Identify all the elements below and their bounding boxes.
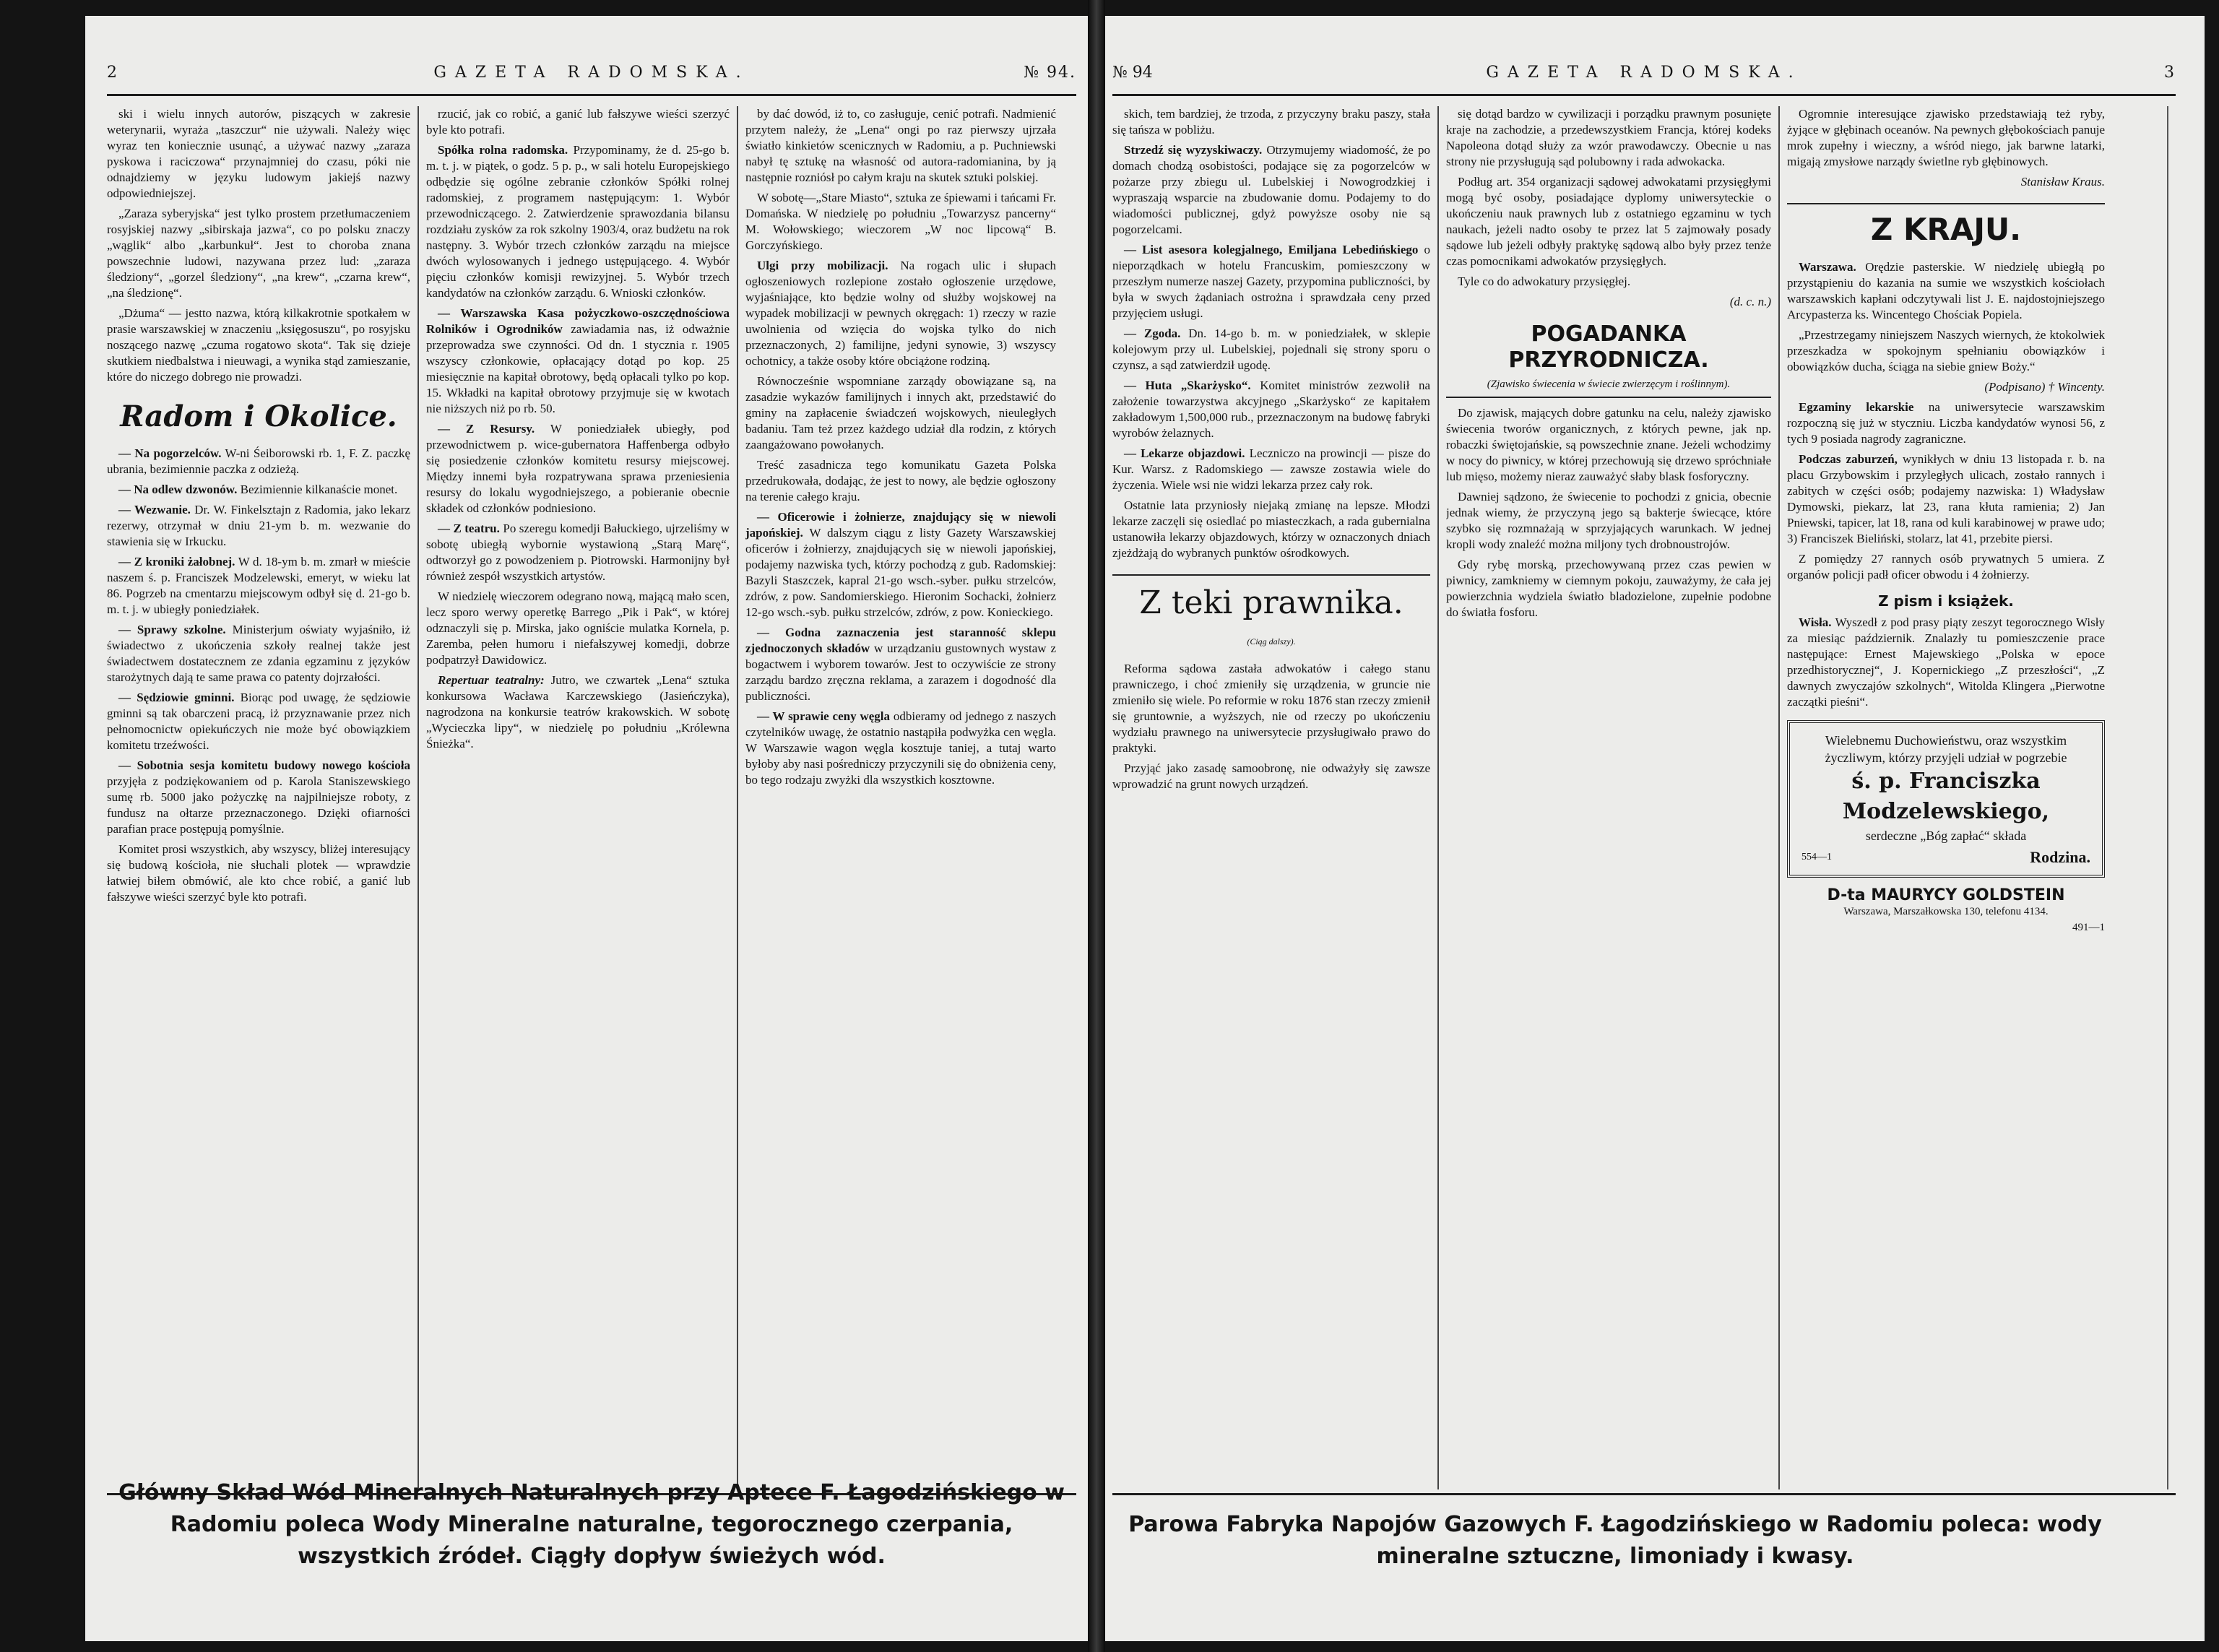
section-heading: POGADANKA PRZYRODNICZA. — [1508, 321, 1709, 373]
article-text: Równocześnie wspomniane zarządy obowiązane są, na zasadzie wykazów familijnych i innych akt, przedstawić do gminy na zapłacenie świadczeń wojskowych, nieuległych badaniu. Tam też przez każdego udział dla rodzin, z których zaangażowano powołanych. — [745, 374, 1056, 451]
signature: (d. c. n.) — [1729, 295, 1771, 308]
news-item: — Sobotnia sesja komitetu budowy nowego kościoła przyjęła z podziękowaniem od p. Karola Staniszewskiego sumę rb. 5000 jako pożyczkę na najpilniejsze roboty, z fundusz na ołtarze przeznaczonego. Dzięki ofiarności parafian prace postępują pomyślnie. — [107, 758, 410, 836]
article-text: Treść zasadnicza tego komunikatu Gazeta Polska przedrukowała, dodając, że jest to nowy, ale będzie ogłoszony na terenie całego kraju. — [745, 458, 1056, 503]
bottom-rule — [1112, 1493, 2176, 1495]
article-text: rzucić, jak co robić, a ganić lub fałszywe wieści szerzyć byle kto potrafi. — [426, 107, 730, 137]
right-page — [1083, 16, 2205, 1641]
right-page-header — [1112, 59, 2176, 90]
page-number: 3 — [2164, 64, 2176, 82]
article-text: Do zjawisk, mających dobre gatunku na celu, należy zjawisko świecenia tworów organicznych, z których pewne, jak np. robaczki świętojańskie, są powszechnie znane. Jeżeli wchodzimy w nocy do piwnicy, w której przechowują się drzewo spróchniałe lub mięso, możemy nieraz zauważyć słaby blask fosforyczny. — [1446, 406, 1771, 483]
article-text: Przyjąć jako zasadę samoobronę, nie odważyły się zawsze wprowadzić na grunt nowych urządzeń. — [1112, 761, 1430, 791]
header-rule — [107, 94, 1076, 96]
news-item: — Z Resursy. W poniedziałek ubiegły, pod przewodnictwem p. wice-gubernatora Haffenberga odbyło się posiedzenie członków komitetu resursy miejscowej. Między innemi była rozpatrywana sprawa przeniesienia resursy do lokalu wygodniejszego, a pobieranie obecnie składek od członków podniesiono. — [426, 422, 730, 515]
article-text: „Przestrzegamy niniejszem Naszych wiernych, że ktokolwiek przeszkadza w spokojnym spełnianiu obowiązków i obowiązków ducha, ściąga na siebie gniew Boży.“ — [1787, 328, 2105, 373]
left-column-1 — [107, 106, 410, 1489]
section-subtitle: (Zjawisko świecenia w świecie zwierzęcym i roślinnym). — [1446, 376, 1771, 398]
news-item: — Lekarze objazdowi. Leczniczo na prowincji — pisze do Kur. Warsz. z Radomskiego — zawsze zostawia wiele do życzenia. Wiele wsi nie widzi lekarza przez cały rok. — [1112, 446, 1430, 492]
news-item: Egzaminy lekarskie na uniwersytecie warszawskim rozpoczną się już w styczniu. Liczba kandydatów wynosi 56, z tych 9 posiada nagrody zagraniczne. — [1787, 400, 2105, 446]
right-column-3 — [1787, 106, 2105, 1489]
section-heading: Z KRAJU. — [1787, 203, 2105, 249]
article-text: Tyle co do adwokatury przysięgłej. — [1458, 274, 1631, 288]
issue-number: № 94. — [1024, 64, 1076, 82]
advertisement-address: Warszawa, Marszałkowska 130, telefonu 4134. — [1843, 906, 2049, 917]
advertisement-firm: D-ta MAURYCY GOLDSTEIN — [1827, 886, 2065, 904]
column-divider — [737, 106, 738, 1489]
article-text: W sobotę—„Stare Miasto“, sztuka ze śpiewami i tańcami Fr. Domańska. W niedzielę po południu „Towarzysz pancerny“ M. Wołowskiego; wieczorem „W noc lipcową“ B. Gorczyńskiego. — [745, 191, 1056, 252]
news-item: — Sprawy szkolne. Ministerjum oświaty wyjaśniło, iż świadectwo z ukończenia szkoły realnej także jest świadectwem dostatecznem ze zdania egzaminu z języków starożytnych dają te same prawa co patenty dojrzałości. — [107, 623, 410, 684]
article-text: Ogromnie interesujące zjawisko przedstawiają też ryby, żyjące w głębinach oceanów. Na pewnych głębokościach panuje mrok zupełny i wieczny, a wśród niego, jak barwne latarki, migają zmysłowe narządy świetlne ryb głębinowych. — [1787, 107, 2105, 168]
column-divider — [418, 106, 419, 1489]
continuation-note: (Ciąg dalszy). — [1247, 636, 1296, 646]
column-divider — [1437, 106, 1439, 1489]
issue-number: № 94 — [1112, 64, 1153, 82]
news-item: — Oficerowie i żołnierze, znajdujący się w niewoli japońskiej. W dalszym ciągu z listy Gazety Warszawskiej oficerów i żołnierzy, znajdujących się w niewoli japońskiej, podajemy nazwiska tych, którzy pochodzą z gub. Radomskiej: Bazyli Staszczek, kapral 21-go wsch.-syber. pułku strzelców, zdrów, z pow. Sandomierskiego. Hieronim Sochacki, żołnierz 12-go wsch.-syb. pułku strzelców, zdrów, z pow. Konieckiego. — [745, 510, 1056, 619]
news-item: — Z teatru. Po szeregu komedji Bałuckiego, ujrzeliśmy w sobotę ubiegłą wybornie wystawioną „Starą Marę“, odtworzył go z powodzeniem p. Piotrowski. Harmonijny był również zespół wszystkich artystów. — [426, 522, 730, 583]
article-text: skich, tem bardziej, że trzoda, z przyczyny braku paszy, stała się tańsza w pobliżu. — [1112, 107, 1430, 137]
news-item: — Na odlew dzwonów. Bezimiennie kilkanaście monet. — [118, 483, 398, 496]
news-item: — Warszawska Kasa pożyczkowo-oszczędnościowa Rolników i Ogrodników zawiadamia nas, iż odważnie przeprowadza swe czynności. Od dn. 1 stycznia r. 1905 wszyscy członkowie, opłacający dotąd po kop. 25 miesięcznie na kapitał obrotowy, będą opłacali tylko po kop. 15. Wkładki na kapitał obrotowy przyjmuje się w kwotach nie niższych niż po rb. 50. — [426, 306, 730, 415]
article-text: Dawniej sądzono, że świecenie to pochodzi z gnicia, obecnie jednak wiemy, że przyczyną jego są bakterje świecące, które szybko się rozmnażają w sprzyjających warunkach. W jednej kropli wody znaleźć można miljony tych drobnoustrojów. — [1446, 490, 1771, 551]
header-rule — [1112, 94, 2176, 96]
left-page-header — [107, 59, 1076, 90]
signature: Stanisław Kraus. — [2020, 175, 2105, 189]
news-item: — List asesora kolegjalnego, Emiljana Lebedińskiego o nieporządkach w hotelu Francuskim, pomieszczony w przeszłym numerze naszej Gazety, przypomina publiczności, by była w swych żądaniach ostrożna i sprawdzała ceny przed przyjęciem usługi. — [1112, 243, 1430, 320]
right-column-1 — [1112, 106, 1430, 1489]
news-item: Ulgi przy mobilizacji. Na rogach ulic i słupach ogłoszeniowych rozlepione zostało ogłoszenie urzędowe, wyjaśniające, kto będzie wolny od służby wojskowej na wypadek mobilizacji w pewnych okręgach: 1) rzeczy w razie uwolnienia od wzięcia do wojska tylko do nich przeznaczonych, 2) familijne, jedyni synowie, 3) wszyscy ochotnicy, a także osoby które obciążone rodziną. — [745, 259, 1056, 368]
article-text: by dać dowód, iż to, co zasługuje, cenić potrafi. Nadmienić przytem należy, że „Lena“ ongi po raz pierwszy ujrzała światło kinkietów scenicznych w Radomiu, a p. Puchniewski nabył tę sztukę na własność od autora-radomianina, by ją następnie rozniósł po całym kraju na skutek sztuki polskiej. — [745, 107, 1056, 184]
bottom-advertisement: Główny Skład Wód Mineralnych Naturalnych przy Aptece F. Łagodzińskiego w Radomiu poleca Wody Mineralne naturalne, tegorocznego czerpania, wszystkich źródeł. Ciągły dopływ świeżych wód. — [118, 1480, 1065, 1569]
left-column-3 — [745, 106, 1056, 1489]
section-heading: Z pism i książek. — [1878, 592, 2014, 610]
advertisement-code: 491—1 — [2072, 922, 2105, 933]
article-text: „Dżuma“ — jestto nazwa, którą kilkakrotnie spotkałem w prasie warszawskiej w znaczeniu „księgosuszu“, po rosyjsku noszącego nazwę „czuma rogatowo skota“. Tak się dzieje skutkiem niedbalstwa i nieuwagi, a wynika stąd zamieszanie, które do niczego dobrego nie prowadzi. — [107, 306, 410, 384]
news-item: Repertuar teatralny: Jutro, we czwartek „Lena“ sztuka konkursowa Wacława Karczewskiego (Jasieńczyka), nagrodzona na konkursie teatrów krakowskich. W sobotę „Wycieczka lipy“, w niedzielę po południu „Królewna Śnieżka“. — [426, 673, 730, 751]
news-item: — Wezwanie. Dr. W. Finkelsztajn z Radomia, jako lekarz rezerwy, otrzymał w dniu 21-ym b. m. wezwanie do stawienia się w Irkucku. — [107, 503, 410, 548]
news-item: — Z kroniki żałobnej. W d. 18-ym b. m. zmarł w mieście naszem ś. p. Franciszek Modzelewski, emeryt, w wieku lat 86. Pogrzeb na cmentarzu miejscowym odbył się d. 21-go b. m. t. j. w ubiegły poniedziałek. — [107, 555, 410, 616]
article-text: „Zaraza syberyjska“ jest tylko prostem przetłumaczeniem rosyjskiej nazwy „sibirskaja jazwa“, co po polsku znaczy „wąglik“ albo „karbunkuł“. Jest to choroba znana powszechnie ludowi, nazywana przez lud: „zaraza śledziony“, „gorzel śledziony“, „na krew“, „czarna krew“, „na śledzionę“. — [107, 207, 410, 300]
left-column-2 — [426, 106, 730, 1489]
news-item: — Godna zaznaczenia jest staranność sklepu zjednoczonych składów w urządzaniu gustownych wystaw z bogactwem i wyborem towarów. Jest to oczywiście ze strony zarządu bardzo zręczna reklama, a zarazem i dogodność dla publiczności. — [745, 626, 1056, 703]
article-text: Ostatnie lata przyniosły niejaką zmianę na lepsze. Młodzi lekarze zaczęli się osiedlać po miasteczkach, a rada gubernialna ustanowiła lekarzy objazdowych, którzy w oznaczonych dniach zjeżdżają do wybranych punktów ośrodkowych. — [1112, 498, 1430, 560]
news-item: — Sędziowie gminni. Biorąc pod uwagę, że sędziowie gminni są tak obarczeni pracą, iż przyznawanie przez nich pełnomocnictw opiekuńczych nie może być obowiązkiem komitetu trzeźwości. — [107, 691, 410, 752]
column-divider — [1778, 106, 1780, 1489]
notice-text: Wielebnemu Duchowieństwu, oraz wszystkim życzliwym, którzy przyjęli udział w pogrzebie — [1825, 733, 2067, 765]
notice-code: 554—1 — [1801, 852, 1832, 862]
page-number: 2 — [107, 64, 117, 82]
masthead-title: GAZETA RADOMSKA. — [1486, 64, 1802, 82]
article-text: Komitet prosi wszystkich, aby wszyscy, bliżej interesujący się budową kościoła, nie słuchali plotek — wprawdzie łatwiej biłem obmówić, ale kto chce robić, a ganić lub fałszywe wieści szerzyć byle kto potrafi. — [107, 842, 410, 904]
signature: (Podpisano) † Wincenty. — [1984, 380, 2105, 394]
article-text: Reforma sądowa zastała adwokatów i całego stanu prawniczego, i choć zmieniły się urządzenia, w gruncie nie zmieniło się wiele. Po reformie w roku 1876 stan rzeczy zmienił się gruntownie, a wyższych, nie od rzeczy po ukończeniu wydziału prawnego na uniwersytecie przysługiwało prawo do praktyki. — [1112, 662, 1430, 755]
notice-family: Rodzina. — [2030, 848, 2090, 866]
article-text: Z pomiędzy 27 rannych osób prywatnych 5 umiera. Z organów policji padł oficer obwodu i 4 żołnierzy. — [1787, 552, 2105, 581]
notice-text: serdeczne „Bóg zapłać“ składa — [1865, 829, 2027, 843]
news-item: Strzedź się wyzyskiwaczy. Otrzymujemy wiadomość, że po domach chodzą osobistości, podające się za pogorzelców w pożarze przy zbiegu ul. Lubelskiej i Nowogrodzkiej i wypraszają wsparcie na zbudowanie domu. Podajemy to do wiadomości publicznej, gdyż powyższe osoby nie są pogorzelcami. — [1112, 143, 1430, 236]
masthead-title: GAZETA RADOMSKA. — [433, 64, 750, 82]
section-heading: Radom i Okolice. — [120, 399, 397, 433]
news-item: Spółka rolna radomska. Przypominamy, że d. 25-go b. m. t. j. w piątek, o godz. 5 p. p., w sali hotelu Europejskiego odbędzie się ogólne zebranie członków Spółki rolnej radomskiej, z programem następującym: 1. Wybór przewodniczącego. 2. Zatwierdzenie sprawozdania bilansu rozdziału zysków za rok szkolny 1903/4, oraz budżetu na rok następny. 3. Wybór trzech członków zarządu na miejsce dwóch wylosowanych i jednego ustępującego. 4. Wybór pięciu członków komisji rewizyjnej. 5. Wybór trzech kandydatów na członków zarządu. 6. Wnioski członków. — [426, 143, 730, 300]
news-item: — Zgoda. Dn. 14-go b. m. w poniedziałek, w sklepie kolejowym przy ul. Lubelskiej, pojednali się strony sporu o czynsz, a sąd zatwierdził ugodę. — [1112, 326, 1430, 372]
left-page — [85, 16, 1098, 1641]
book-gutter — [1088, 0, 1105, 1652]
news-item: — Huta „Skarżysko“. Komitet ministrów zezwolił na założenie towarzystwa akcyjnego „Skarżysko“ ze kapitałem zakładowym 1,500,000 rub., przeznaczonym na budowę fabryki wyrobów żelaznych. — [1112, 379, 1430, 440]
page-edge-rule — [2167, 106, 2168, 1489]
news-item: Wisła. Wyszedł z pod prasy piąty zeszyt tegorocznego Wisły za miesiąc październik. Znalazły tu pomieszczenie prace następujące: Ernest Majewskiego „Polska w epoce przedhistorycznej“, J. Kopernickiego „Z przeszłości“, „Z dawnych zwyczajów szkolnych“, Witolda Klingera „Pierwotne zaczątki pieśni“. — [1787, 615, 2105, 709]
news-item: — Na pogorzelców. W-ni Śeiborowski rb. 1, F. Z. paczkę ubrania, bezimiennie paczka z odzieżą. — [107, 446, 410, 476]
notice-name: ś. p. Franciszka Modzelewskiego, — [1842, 769, 2050, 824]
article-text: się dotąd bardzo w cywilizacji i porządku prawnym posunięte kraje na zachodzie, a przedewszystkiem Francja, której kodeks Napoleona dotąd służy za wzór prawodawczy. Obecnie u nas strony nie przysługują sąd polubowny i rada adwokacka. — [1446, 107, 1771, 168]
article-text: W niedzielę wieczorem odegrano nową, mającą mało scen, lecz sporo werwy operetkę Barrego „Pik i Pak“, w której odznaczyli się p. Mirska, jako ogniście mulatka Kornela, p. Zaremba, pełen humoru i niefałszywej komedji, dobrze podpatrzył Dawidowicz. — [426, 589, 730, 667]
news-item: — W sprawie ceny węgla odbieramy od jednego z naszych czytelników uwagę, że ostatnio nastąpiła podwyżka cen węgla. W Warszawie wagon węgla kosztuje taniej, a tutaj warto byłoby aby nasi pośredniczy przyczynili się do obniżenia ceny, bo tego rodzaju zwyżki dla wszystkich kosztowne. — [745, 709, 1056, 787]
bottom-advertisement: Parowa Fabryka Napojów Gazowych F. Łagodzińskiego w Radomiu poleca: wody mineralne sztuczne, limoniady i kwasy. — [1128, 1512, 2102, 1569]
article-text: ski i wielu innych autorów, piszących w zakresie weterynarii, wyraża „taszczur“ nie używali. Należy więc wyraz ten koniecznie usunąć, a używać nazwy „zaraza pyskowa i raciczowa“ przynajmniej do czasu, póki nie odnajdziemy w języku ludowym jakiejś nazwy odpowiedniejszej. — [107, 107, 410, 200]
news-item: Warszawa. Orędzie pasterskie. W niedzielę ubiegłą po przystąpieniu do kazania na sumie we wszystkich kościołach warszawskich kapłani odczytywali list J. E. najdostojniejszego Arcypasterza ks. Wincentego Chościak Popiela. — [1787, 260, 2105, 321]
right-column-2 — [1446, 106, 1771, 1489]
article-text: Gdy rybę morską, przechowywaną przez czas pewien w piwnicy, zamkniemy w ciemnym pokoju, zauważymy, że cała jej powierzchnia wydziela światło bladozielone, zupełnie podobne do światła fosforu. — [1446, 558, 1771, 619]
news-item: Podczas zaburzeń, wynikłych w dniu 13 listopada r. b. na placu Grzybowskim i przyległych ulicach, zostało rannych i zabitych w części osób; podajemy nazwiska: 1) Władysław Dymowski, piekarz, lat 23, rana kłuta ramienia; 2) Jan Pniewski, tapicer, lat 18, rana od kuli karabinowej w prawe udo; 3) Franciszek Bieliński, stolarz, lat 41, przebite piersi. — [1787, 452, 2105, 545]
section-heading: Z teki prawnika. — [1112, 574, 1430, 623]
article-text: Podług art. 354 organizacji sądowej adwokatami przysięgłymi mogą być osoby, posiadające dyplomy uniwersyteckie o ukończeniu nauk prawnych lub z ostatniego egzaminu w tych naukach, jeżeli nadto osoby te przez lat 5 zajmowały posady sądowe lub jeżeli odbyły praktykę sądową albo były przez tenże czas pomocnikami adwokatów przysięgłych. — [1446, 175, 1771, 268]
obituary-notice — [1787, 720, 2105, 878]
